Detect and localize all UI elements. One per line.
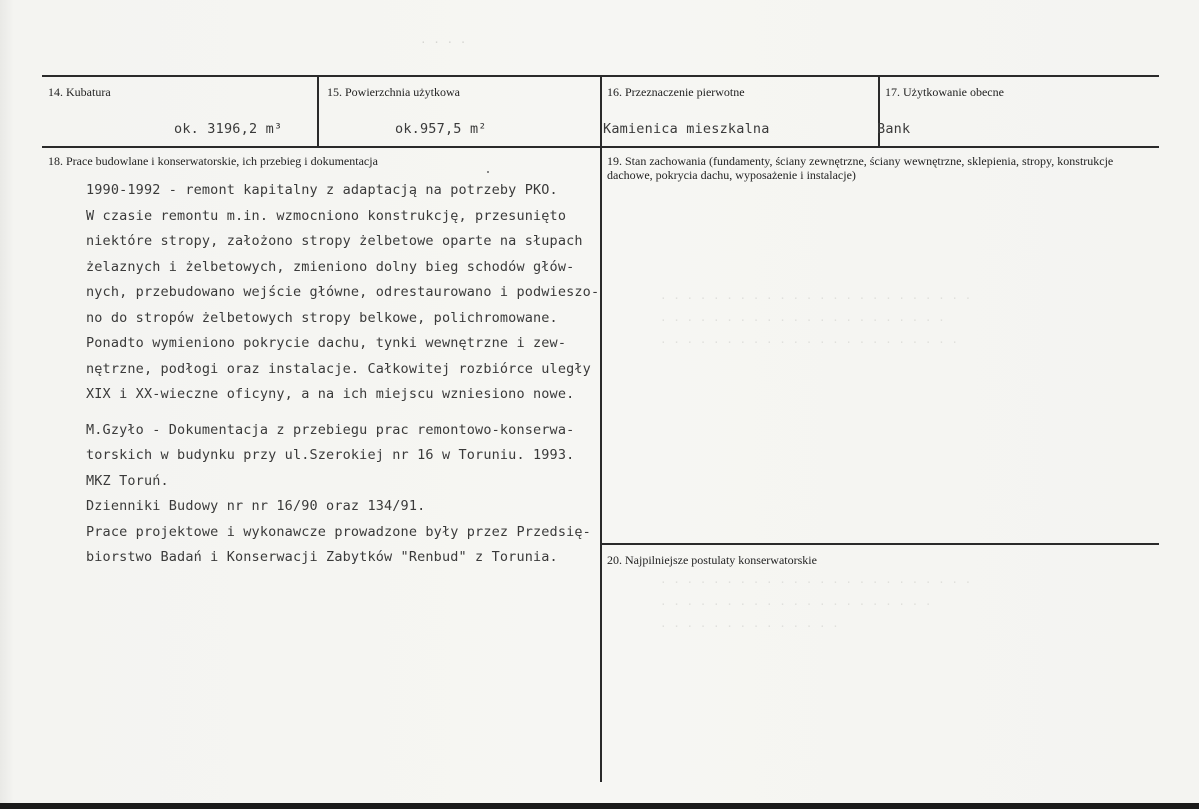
kubatura-value: ok. 3196,2 m³ [174, 121, 283, 137]
dokumentacja-line: M.Gzyło - Dokumentacja z przebiegu prac remontowo-konserwa- [86, 421, 575, 438]
dokumentacja-line: torskich w budynku przy ul.Szerokiej nr 16 w Toruniu. 1993. [86, 447, 575, 463]
dokumentacja-line: Prace projektowe i wykonawcze prowadzone były przez Przedsię- [86, 523, 591, 540]
section-20-top-border [600, 543, 1159, 545]
col-divider-1 [317, 75, 319, 147]
uzytkowanie-value: Bank [877, 121, 911, 137]
stan-label: 19. Stan zachowania (fundamenty, ściany zewnętrzne, ściany wewnętrzne, sklepienia, stropy, konstrukcje dachowe, pokrycia dachu, wyposażenie i instalacje) [607, 154, 1114, 182]
prace-line: 1990-1992 - remont kapitalny z adaptacją na potrzeby PKO. [86, 182, 558, 198]
uzytkowanie-label: 17. Użytkowanie obecne [885, 85, 1004, 99]
dokumentacja-line: Dzienniki Budowy nr nr 16/90 oraz 134/91. [86, 498, 426, 514]
prace-text [86, 178, 599, 571]
prace-line: XIX i XX-wieczne oficyny, a na ich miejscu wzniesiono nowe. [86, 386, 575, 402]
dokumentacja-line: biorstwo Badań i Konserwacji Zabytków "Renbud" z Torunia. [86, 549, 558, 565]
powierzchnia-value: ok.957,5 m² [395, 121, 487, 137]
prace-line: no do stropów żelbetowych stropy belkowe, polichromowane. [86, 309, 558, 326]
col-divider-2 [600, 75, 602, 782]
przeznaczenie-value: Kamienica mieszkalna [603, 121, 770, 137]
przeznaczenie-label: 16. Przeznaczenie pierwotne [607, 85, 745, 99]
prace-line: W czasie remontu m.in. wzmocniono konstrukcję, przesunięto [86, 207, 567, 224]
paragraph-gap [86, 408, 599, 418]
show-through-text: · · · · · · · · · · · · · · · · · · · · · · · · · · · · · · · · · · · · · · · · · · · · · · · · · · · · · · · · · · · · · · · · · · · · · [660, 292, 972, 349]
prace-line: nętrzne, podłogi oraz instalacje. Całkowitej rozbiórce uległy [86, 360, 591, 377]
prace-label: 18. Prace budowlane i konserwatorskie, ich przebieg i dokumentacja [48, 154, 378, 168]
show-through-text: · · · · · · · · · · · · · · · · · · · · · · · · · · · · · · · · · · · · · · · · · · · · · · · · · · · · · · · · · · · [660, 576, 972, 633]
dokumentacja-line: MKZ Toruń. [86, 472, 169, 489]
powierzchnia-label: 15. Powierzchnia użytkowa [327, 85, 460, 99]
prace-line: Ponadto wymieniono pokrycie dachu, tynki wewnętrzne i zew- [86, 335, 567, 351]
postulaty-label: 20. Najpilniejsze postulaty konserwatorskie [607, 553, 817, 567]
prace-line: żelaznych i żelbetowych, zmieniono dolny bieg schodów głów- [86, 258, 575, 275]
scan-bottom-edge [0, 803, 1199, 809]
show-through-text: · · · · [420, 36, 467, 49]
prace-line: nych, przebudowano wejście główne, odrestaurowano i podwieszo- [86, 284, 600, 300]
kubatura-label: 14. Kubatura [48, 85, 111, 99]
dot-mark [487, 171, 489, 173]
prace-line: niektóre stropy, założono stropy żelbetowe oparte na słupach [86, 233, 583, 249]
